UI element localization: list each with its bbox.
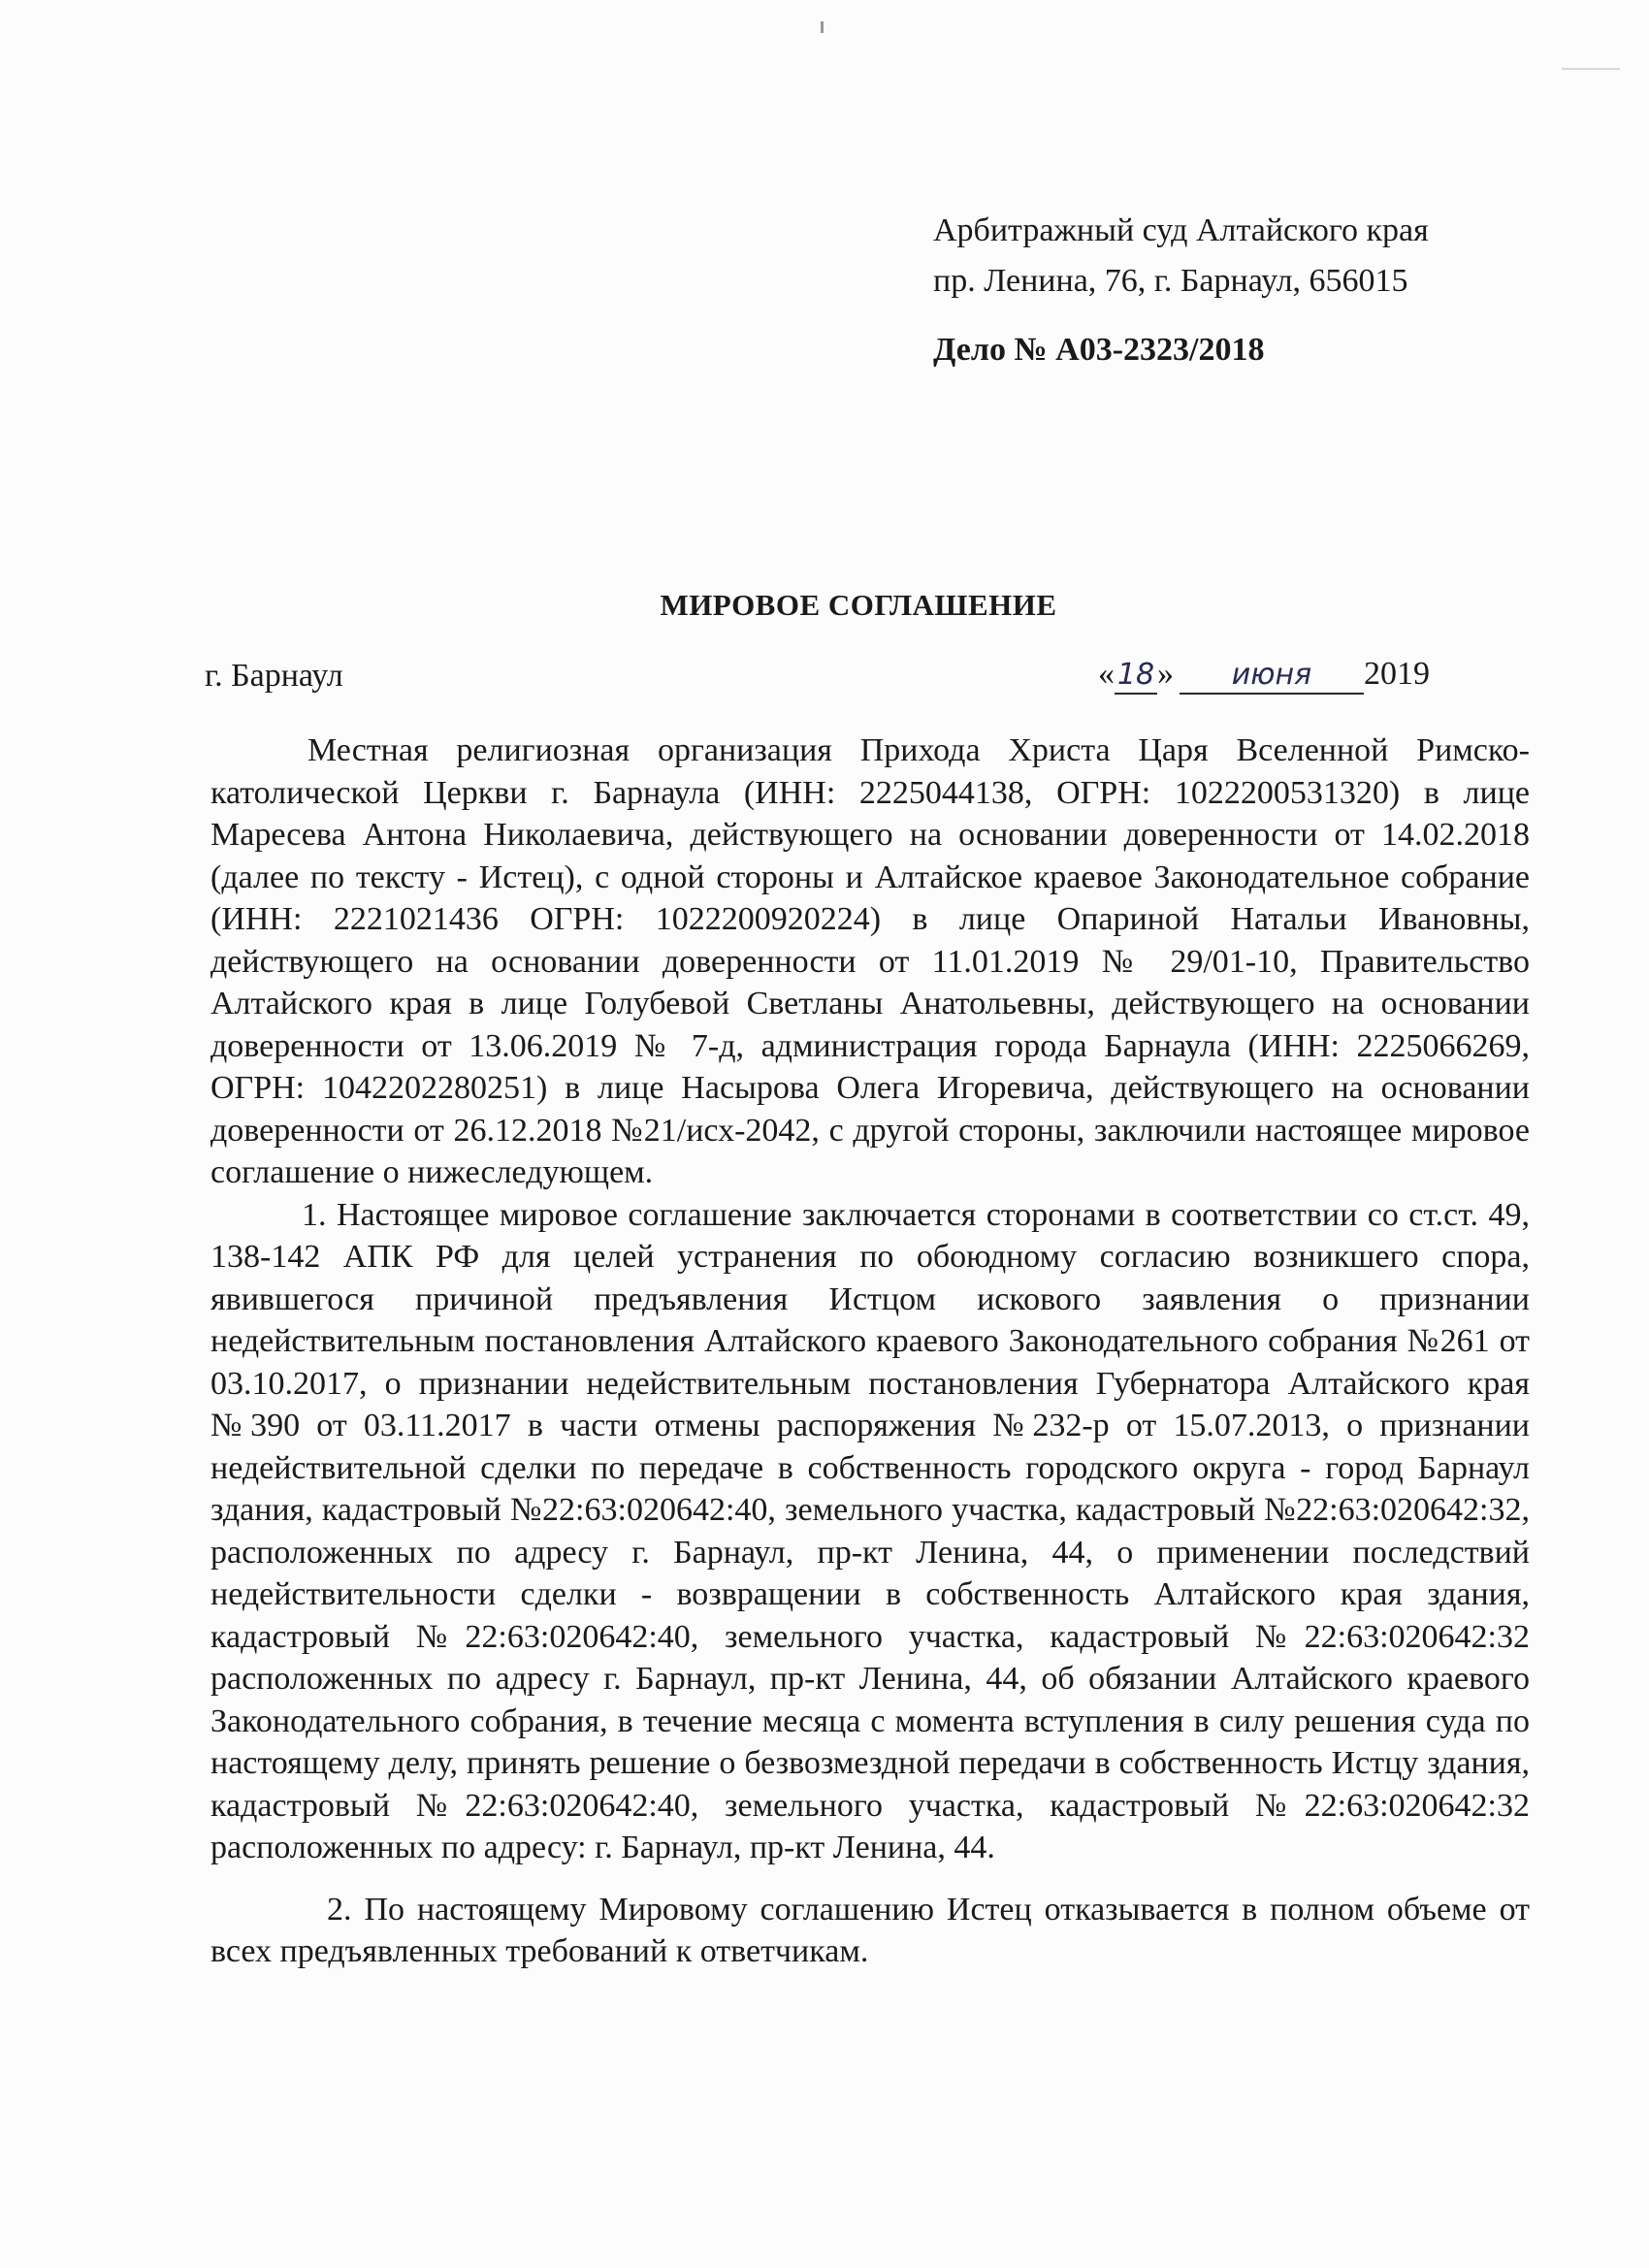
case-number: Дело № А03-2323/2018 xyxy=(933,332,1265,368)
clause-2: 2. По настоящему Мировому соглашению Истец отказывается в полном объеме от всех предъявленных требований к ответчикам. xyxy=(210,1891,1530,1969)
clause-1: 1. Настоящее мировое соглашение заключается сторонами в соответствии со ст.ст. 49, 138-142 АПК РФ для целей устранения по обоюдному согласию возникшего спора, явившегося причиной предъявления Истцом искового заявления о признании недействительным постановления Алтайского краевого Законодательного собрания №261 от 03.10.2017, о признании недействительным постановления Губернатора Алтайского края №390 от 03.11.2017 в части отмены распоряжения №232-р от 15.07.2013, о признании недействительной сделки по передаче в собственность городского округа - город Барнаул здания, кадастровый №22:63:020642:40, земельного участка, кадастровый №22:63:020642:32, расположенных по адресу г. Барнаул, пр-кт Ленина, 44, о применении последствий недействительности сделки - возвращении в собственность Алтайского края здания, кадастровый №22:63:020642:40, земельного участка, кадастровый №22:63:020642:32 расположенных по адресу г. Барнаул, пр-кт Ленина, 44, об обязании Алтайского краевого Законодательного собрания, в течение месяца с момента вступления в силу решения суда по настоящему делу, принять решение о безвозмездной передачи в собственность Истцу здания, кадастровый №22:63:020642:40, земельного участка, кадастровый №22:63:020642:32 расположенных по адресу: г. Барнаул, пр-кт Ленина, 44. xyxy=(210,1196,1530,1865)
court-name: Арбитражный суд Алтайского края xyxy=(933,212,1429,248)
date-year: 2019 xyxy=(1364,656,1430,692)
date-open-quote: « xyxy=(1098,656,1115,692)
date-close-quote: » xyxy=(1157,656,1174,692)
preamble-paragraph: Местная религиозная организация Прихода Христа Царя Вселенной Римско-католической Церкви г. Барнаула (ИНН: 2225044138, ОГРН: 1022200531320) в лице Маресева Антона Николаевича, действующего на основании доверенности от 14.02.2018 (далее по тексту - Истец), с одной стороны и Алтайское краевое Законодательное собрание (ИНН: 2221021436 ОГРН: 1022200920224) в лице Опариной Натальи Ивановны, действующего на основании доверенности от 11.01.2019 № 29/01-10, Правительство Алтайского края в лице Голубевой Светланы Анатольевны, действующего на основании доверенности от 13.06.2019 № 7-д, администрация города Барнаула (ИНН: 2225066269, ОГРН: 1042202280251) в лице Насырова Олега Игоревича, действующего на основании доверенности от 26.12.2018 №21/исх-2042, с другой стороны, заключили настоящее мировое соглашение о нижеследующем. xyxy=(210,732,1530,1190)
date-day-handwritten: 18 xyxy=(1115,658,1157,695)
scan-mark xyxy=(1562,68,1620,70)
date-month-handwritten: июня xyxy=(1180,658,1364,695)
document-date xyxy=(1098,656,1430,695)
document-title: МИРОВОЕ СОГЛАШЕНИЕ xyxy=(660,588,1057,622)
agreement-body xyxy=(210,729,1530,1973)
place-of-signing: г. Барнаул xyxy=(205,658,343,694)
scan-mark xyxy=(821,21,824,33)
court-address: пр. Ленина, 76, г. Барнаул, 656015 xyxy=(933,263,1408,299)
addressee-block xyxy=(933,206,1429,307)
